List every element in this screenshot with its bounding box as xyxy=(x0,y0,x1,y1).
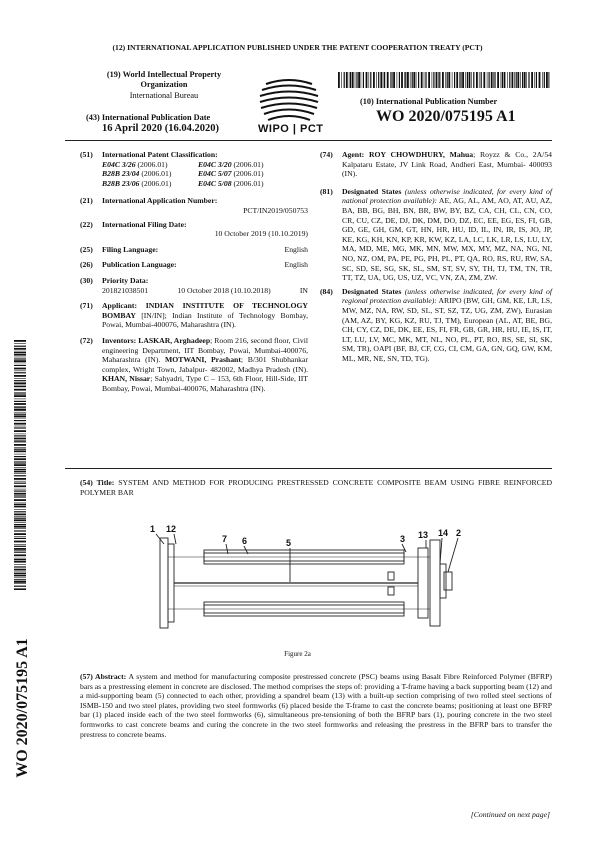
barcode-bar xyxy=(350,72,351,88)
barcode-bar xyxy=(14,438,26,440)
barcode-bar xyxy=(542,72,543,88)
barcode-bar xyxy=(384,72,385,88)
barcode-bar xyxy=(363,72,364,88)
barcode-bar xyxy=(14,499,26,501)
barcode-bar xyxy=(14,522,26,523)
barcode-bar xyxy=(14,496,26,497)
barcode-bar xyxy=(14,403,26,405)
publication-number-label: (10) International Publication Number xyxy=(360,97,498,106)
barcode-bar xyxy=(369,72,370,88)
wipo-pct-logo-text: WIPO | PCT xyxy=(258,123,324,135)
barcode-bar xyxy=(516,72,517,88)
barcode-bar xyxy=(14,430,26,432)
priority-data-entry: (30) Priority Data: 201821038501 10 October 2018 (10.10.2018) IN xyxy=(80,275,308,295)
barcode-bar xyxy=(14,343,26,344)
barcode-bar xyxy=(14,467,26,468)
barcode-bar xyxy=(479,72,480,88)
barcode-bar xyxy=(14,434,26,435)
barcode-bar xyxy=(447,72,448,88)
barcode-bar xyxy=(14,483,26,484)
barcode-bar xyxy=(14,572,26,573)
barcode-bar xyxy=(14,495,26,496)
barcode-bar xyxy=(14,503,26,504)
barcode-bar xyxy=(14,427,26,428)
barcode-bar xyxy=(493,72,494,88)
barcode-bar xyxy=(14,518,26,519)
barcode-bar xyxy=(522,72,523,88)
barcode-bar xyxy=(14,548,26,550)
publication-barcode xyxy=(338,72,550,88)
figure-label-6: 6 xyxy=(242,536,248,546)
figure-label-14: 14 xyxy=(438,528,449,538)
barcode-bar xyxy=(393,72,395,88)
barcode-bar xyxy=(370,72,371,88)
barcode-bar xyxy=(14,352,26,353)
barcode-bar xyxy=(14,559,26,560)
figure-label-1: 1 xyxy=(150,524,156,534)
side-barcode xyxy=(14,340,26,590)
continued-note: [Continued on next page] xyxy=(470,810,550,819)
barcode-bar xyxy=(14,423,26,425)
document-header-title: (12) INTERNATIONAL APPLICATION PUBLISHED UNDER THE PATENT COOPERATION TREATY (PCT) xyxy=(112,43,483,52)
barcode-bar xyxy=(14,382,26,384)
barcode-bar xyxy=(517,72,519,88)
barcode-bar xyxy=(14,456,26,457)
org-line-3: International Bureau xyxy=(129,90,199,100)
applicant-entry: (71) Applicant: INDIAN INSTITUTE OF TECHNOLOGY BOMBAY [IN/IN]; Indian Institute of Technology Bombay, Powai, Mumbai-400076, Maharashtra (IN). xyxy=(80,301,308,330)
barcode-bar xyxy=(413,72,415,88)
designated-states-regional-entry: (84) Designated States (unless otherwise indicated, for every kind of regional protection available): ARIPO (BW, GH, GM, KE, LR, LS, MW, MZ, NA, RW, SD, SL, ST, SZ, TZ, UG, ZM, ZW), Eurasian (AM, AZ, BY, KG, KZ, RU, TJ, TM), European (AL, AT, BE, BG, CH, CY, CZ, DE, DK, EE, ES, FI, FR, GB, GR, HR, HU, IE, IS, IT, LT, LU, LV, MC, MK, MT, NL, NO, PL, PT, RO, RS, SE, SI, SK, SM, TR), OAPI (BF, BJ, CF, CG, CI, CM, GA, GN, GQ, GW, KM, ML, MR, NE, SN, TD, TG). xyxy=(320,286,553,363)
barcode-bar xyxy=(405,72,406,88)
barcode-bar xyxy=(548,72,549,88)
barcode-bar xyxy=(14,380,26,381)
ipc-class-grid: E04C 3/26 (2006.01) E04C 3/20 (2006.01) B28B 23/04 (2006.01) E04C 5/07 (2006.01) B28B 23/06 (2006.01) E04C 5/08 (2006.01) xyxy=(102,159,264,188)
barcode-bar xyxy=(439,72,440,88)
barcode-bar xyxy=(391,72,392,88)
barcode-bar xyxy=(390,72,391,88)
barcode-bar xyxy=(14,544,26,545)
bibliographic-left-column xyxy=(80,150,308,397)
barcode-bar xyxy=(14,351,26,352)
barcode-bar xyxy=(487,72,488,88)
barcode-bar xyxy=(428,72,430,88)
barcode-bar xyxy=(14,511,26,512)
barcode-bar xyxy=(462,72,464,88)
barcode-bar xyxy=(14,444,26,446)
barcode-bar xyxy=(14,447,26,448)
barcode-bar xyxy=(14,526,26,528)
barcode-bar xyxy=(14,358,26,359)
barcode-bar xyxy=(14,583,26,584)
barcode-bar xyxy=(520,72,521,88)
barcode-bar xyxy=(546,72,548,88)
barcode-bar xyxy=(14,346,26,347)
barcode-bar xyxy=(14,481,26,482)
barcode-bar xyxy=(14,462,26,463)
barcode-bar xyxy=(14,564,26,565)
barcode-bar xyxy=(491,72,493,88)
barcode-bar xyxy=(544,72,545,88)
barcode-bar xyxy=(433,72,434,88)
barcode-bar xyxy=(14,516,26,517)
barcode-bar xyxy=(14,386,26,387)
barcode-bar xyxy=(524,72,526,88)
barcode-bar xyxy=(14,389,26,391)
barcode-bar xyxy=(14,471,26,473)
barcode-bar xyxy=(346,72,348,88)
barcode-bar xyxy=(14,493,26,495)
barcode-bar xyxy=(410,72,411,88)
barcode-bar xyxy=(14,435,26,436)
barcode-bar xyxy=(14,420,26,421)
header-divider xyxy=(65,140,552,141)
barcode-bar xyxy=(473,72,474,88)
barcode-bar xyxy=(438,72,439,88)
barcode-bar xyxy=(14,357,26,358)
barcode-bar xyxy=(14,575,26,577)
barcode-bar xyxy=(14,406,26,407)
barcode-bar xyxy=(14,579,26,580)
barcode-bar xyxy=(14,348,26,350)
barcode-bar xyxy=(14,485,26,487)
barcode-bar xyxy=(528,72,529,88)
publication-date: 16 April 2020 (16.04.2020) xyxy=(102,123,219,134)
barcode-bar xyxy=(425,72,426,88)
barcode-bar xyxy=(14,363,26,364)
barcode-bar xyxy=(14,385,26,386)
barcode-bar xyxy=(14,392,26,393)
barcode-bar xyxy=(14,530,26,531)
barcode-bar xyxy=(14,426,26,427)
figure-label-7: 7 xyxy=(222,534,228,544)
barcode-bar xyxy=(531,72,533,88)
barcode-bar xyxy=(14,401,26,402)
barcode-bar xyxy=(469,72,471,88)
barcode-bar xyxy=(338,72,340,88)
figure-label-2: 2 xyxy=(456,528,462,538)
barcode-bar xyxy=(14,586,26,587)
barcode-bar xyxy=(501,72,502,88)
publication-date-label: (43) International Publication Date xyxy=(86,113,211,122)
barcode-bar xyxy=(424,72,425,88)
barcode-bar xyxy=(14,578,26,579)
barcode-bar xyxy=(399,72,400,88)
barcode-bar xyxy=(397,72,398,88)
barcode-bar xyxy=(387,72,389,88)
barcode-bar xyxy=(14,524,26,525)
barcode-bar xyxy=(14,528,26,529)
barcode-bar xyxy=(14,418,26,419)
barcode-bar xyxy=(14,491,26,492)
barcode-bar xyxy=(497,72,499,88)
barcode-bar xyxy=(432,72,433,88)
barcode-bar xyxy=(421,72,423,88)
barcode-bar xyxy=(344,72,345,88)
barcode-bar xyxy=(14,533,26,535)
invention-title: (54) Title: SYSTEM AND METHOD FOR PRODUCING PRESTRESSED CONCRETE COMPOSITE BEAM USING FIBRE REINFORCED POLYMER BAR xyxy=(80,478,553,497)
barcode-bar xyxy=(14,371,26,372)
barcode-bar xyxy=(442,72,444,88)
barcode-bar xyxy=(14,340,26,342)
barcode-bar xyxy=(14,566,26,567)
figure-label-3: 3 xyxy=(400,534,406,544)
barcode-bar xyxy=(509,72,510,88)
barcode-bar xyxy=(14,504,26,505)
barcode-bar xyxy=(355,72,356,88)
inventors-entry: (72) Inventors: LASKAR, Arghadeep; Room 216, second floor, Civil engineering Department, IIT Bombay, Powai, Mumbai-400076, Maharashtra (IN). MOTWANI, Prashant; B/301 Shubhankar complex, Wright Town, Jabalpur- 482002, Madhya Pradesh (IN). KHAN, Nissar; Sahyadri, Type C – 153, 6th Floor, Hill-Side, IIT Bombay, Powai, Mumbai-400076, Maharashtra (IN). xyxy=(80,335,308,393)
barcode-bar xyxy=(502,72,503,88)
barcode-bar xyxy=(14,514,26,516)
barcode-bar xyxy=(14,464,26,466)
barcode-bar xyxy=(404,72,405,88)
barcode-bar xyxy=(14,519,26,521)
barcode-bar xyxy=(14,409,26,411)
barcode-bar xyxy=(14,375,26,377)
barcode-bar xyxy=(361,72,362,88)
figure-label-13: 13 xyxy=(418,530,429,540)
barcode-bar xyxy=(14,393,26,394)
barcode-bar xyxy=(14,478,26,480)
figure-2a-drawing xyxy=(140,520,470,635)
barcode-bar xyxy=(14,461,26,462)
barcode-bar xyxy=(366,72,368,88)
barcode-bar xyxy=(407,72,409,88)
barcode-bar xyxy=(445,72,446,88)
barcode-bar xyxy=(14,469,26,470)
barcode-bar xyxy=(14,449,26,450)
barcode-bar xyxy=(380,72,382,88)
barcode-bar xyxy=(349,72,350,88)
barcode-bar xyxy=(376,72,377,88)
barcode-bar xyxy=(471,72,472,88)
barcode-bar xyxy=(378,72,379,88)
barcode-bar xyxy=(14,475,26,476)
barcode-bar xyxy=(401,72,403,88)
designated-states-national-entry: (81) Designated States (unless otherwise indicated, for every kind of national protection available): AE, AG, AL, AM, AO, AT, AU, AZ, BA, BB, BG, BH, BN, BR, BW, BY, BZ, CA, CH, CL, CN, CO, CR, CU, CZ, DE, DJ, DK, DM, DO, DZ, EC, EE, EG, ES, FI, GB, GD, GE, GH, GM, GT, HN, HR, HU, ID, IL, IN, IR, IS, JO, JP, KE, KG, KH, KN, KP, KR, KW, KZ, LA, LC, LK, LR, LS, LU, LY, MA, MD, ME, MG, MK, MN, MW, MX, MY, MZ, NA, NG, NI, NO, NZ, OM, PA, PE, PG, PH, PL, PT, QA, RO, RS, RU, RW, SA, SC, SD, SE, SG, SK, SL, SM, ST, SV, SY, TH, TJ, TM, TN, TR, TT, TZ, UA, UG, US, UZ, VC, VN, ZA, ZM, ZW. xyxy=(320,186,553,283)
org-line-1: (19) World Intellectual Property xyxy=(106,70,222,79)
barcode-bar xyxy=(14,399,26,400)
barcode-bar xyxy=(341,72,342,88)
barcode-bar xyxy=(14,554,26,556)
barcode-bar xyxy=(14,588,26,590)
barcode-bar xyxy=(448,72,450,88)
figure-caption: Figure 2a xyxy=(284,650,311,658)
figure-label-5: 5 xyxy=(286,538,292,548)
barcode-bar xyxy=(452,72,453,88)
barcode-bar xyxy=(373,72,375,88)
publication-language-entry: (26) Publication Language: English xyxy=(80,260,308,270)
barcode-bar xyxy=(436,72,438,88)
barcode-bar xyxy=(14,546,26,547)
barcode-bar xyxy=(14,473,26,474)
barcode-bar xyxy=(534,72,535,88)
barcode-bar xyxy=(14,458,26,460)
barcode-bar xyxy=(412,72,413,88)
barcode-bar xyxy=(454,72,455,88)
figure-label-12: 12 xyxy=(166,524,177,534)
barcode-bar xyxy=(14,581,26,583)
barcode-bar xyxy=(456,72,458,88)
barcode-bar xyxy=(14,415,26,417)
barcode-bar xyxy=(418,72,419,88)
barcode-bar xyxy=(507,72,508,88)
ipc-classification-entry: (51) International Patent Classification: E04C 3/26 (2006.01) E04C 3/20 (2006.01) B28B 23/04 (2006.01) E04C 5/07 (2006.01) B28B 23/06 (2006.01) E04C 5/08 (2006.01) xyxy=(80,150,308,188)
barcode-bar xyxy=(14,536,26,537)
abstract: (57) Abstract: A system and method for manufacturing composite prestressed concrete (PSC) beams using Basalt Fibre Reinforced Polymer (BFRP) bars as a prestressing element in concrete are disclosed. The method comprises the steps of: providing a T-frame having a back supporting beam (12) and a mid-supporting beam (5) connected to each other, providing a spandrel beam (13) with a built-up section comprising of two rolled steel sections of ISMB-150 and two steel plates, providing two steel formworks (6) placed beside the T-frame to cast the concrete beams; positioning at least one BFRP bar (1) placed inside each of the two steel formworks (6), simultaneous pre-tensioning of both the BFRP bars (1), pouring concrete in the two steel formworks to cast concrete beams and curing the concrete in the two steel formworks and releasing the prestress in the BFRP bars to transfer the prestress to concrete beams. xyxy=(80,672,552,739)
barcode-bar xyxy=(14,412,26,413)
barcode-bar xyxy=(14,509,26,510)
barcode-bar xyxy=(539,72,541,88)
barcode-bar xyxy=(14,550,26,551)
barcode-bar xyxy=(14,407,26,408)
barcode-bar xyxy=(14,573,26,574)
barcode-bar xyxy=(14,450,26,452)
barcode-bar xyxy=(14,395,26,397)
wipo-organization-block xyxy=(84,70,244,101)
barcode-bar xyxy=(481,72,482,88)
agent-entry: (74) Agent: ROY CHOWDHURY, Mahua; Royzz & Co., 2A/54 Kalpataru Estate, JV Link Road, Andheri East, Mumbai- 400093 (IN). xyxy=(320,150,553,179)
barcode-bar xyxy=(383,72,384,88)
barcode-bar xyxy=(14,569,26,571)
barcode-bar xyxy=(14,489,26,490)
barcode-bar xyxy=(459,72,460,88)
publication-number: WO 2020/075195 A1 xyxy=(376,108,516,125)
barcode-bar xyxy=(489,72,490,88)
barcode-bar xyxy=(14,354,26,356)
barcode-bar xyxy=(14,441,26,442)
barcode-bar xyxy=(358,72,360,88)
barcode-bar xyxy=(14,440,26,441)
barcode-bar xyxy=(536,72,537,88)
barcode-bar xyxy=(460,72,461,88)
application-number-entry: (21) International Application Number: PCT/IN2019/050753 xyxy=(80,196,308,215)
barcode-bar xyxy=(14,414,26,415)
barcode-bar xyxy=(14,454,26,455)
barcode-bar xyxy=(14,365,26,366)
bibliographic-right-column xyxy=(320,150,552,367)
barcode-bar xyxy=(467,72,468,88)
barcode-bar xyxy=(14,368,26,370)
barcode-bar xyxy=(465,72,466,88)
barcode-bar xyxy=(352,72,354,88)
barcode-bar xyxy=(514,72,515,88)
org-line-2: Organization xyxy=(140,80,188,90)
barcode-bar xyxy=(14,538,26,539)
barcode-bar xyxy=(14,372,26,373)
barcode-bar xyxy=(14,506,26,508)
filing-date-entry: (22) International Filing Date: 10 October 2019 (10.10.2019) xyxy=(80,219,308,239)
barcode-bar xyxy=(14,561,26,563)
barcode-bar xyxy=(14,558,26,559)
barcode-bar xyxy=(14,541,26,543)
barcode-bar xyxy=(526,72,527,88)
title-divider xyxy=(65,468,552,469)
side-publication-number: WO 2020/075195 A1 xyxy=(14,637,31,778)
barcode-bar xyxy=(483,72,485,88)
barcode-bar xyxy=(14,552,26,553)
barcode-bar xyxy=(494,72,495,88)
barcode-bar xyxy=(14,378,26,379)
filing-language-entry: (25) Filing Language: English xyxy=(80,244,308,254)
barcode-bar xyxy=(14,360,26,362)
barcode-bar xyxy=(504,72,506,88)
barcode-bar xyxy=(416,72,417,88)
barcode-bar xyxy=(476,72,478,88)
barcode-bar xyxy=(356,72,357,88)
barcode-bar xyxy=(512,72,514,88)
